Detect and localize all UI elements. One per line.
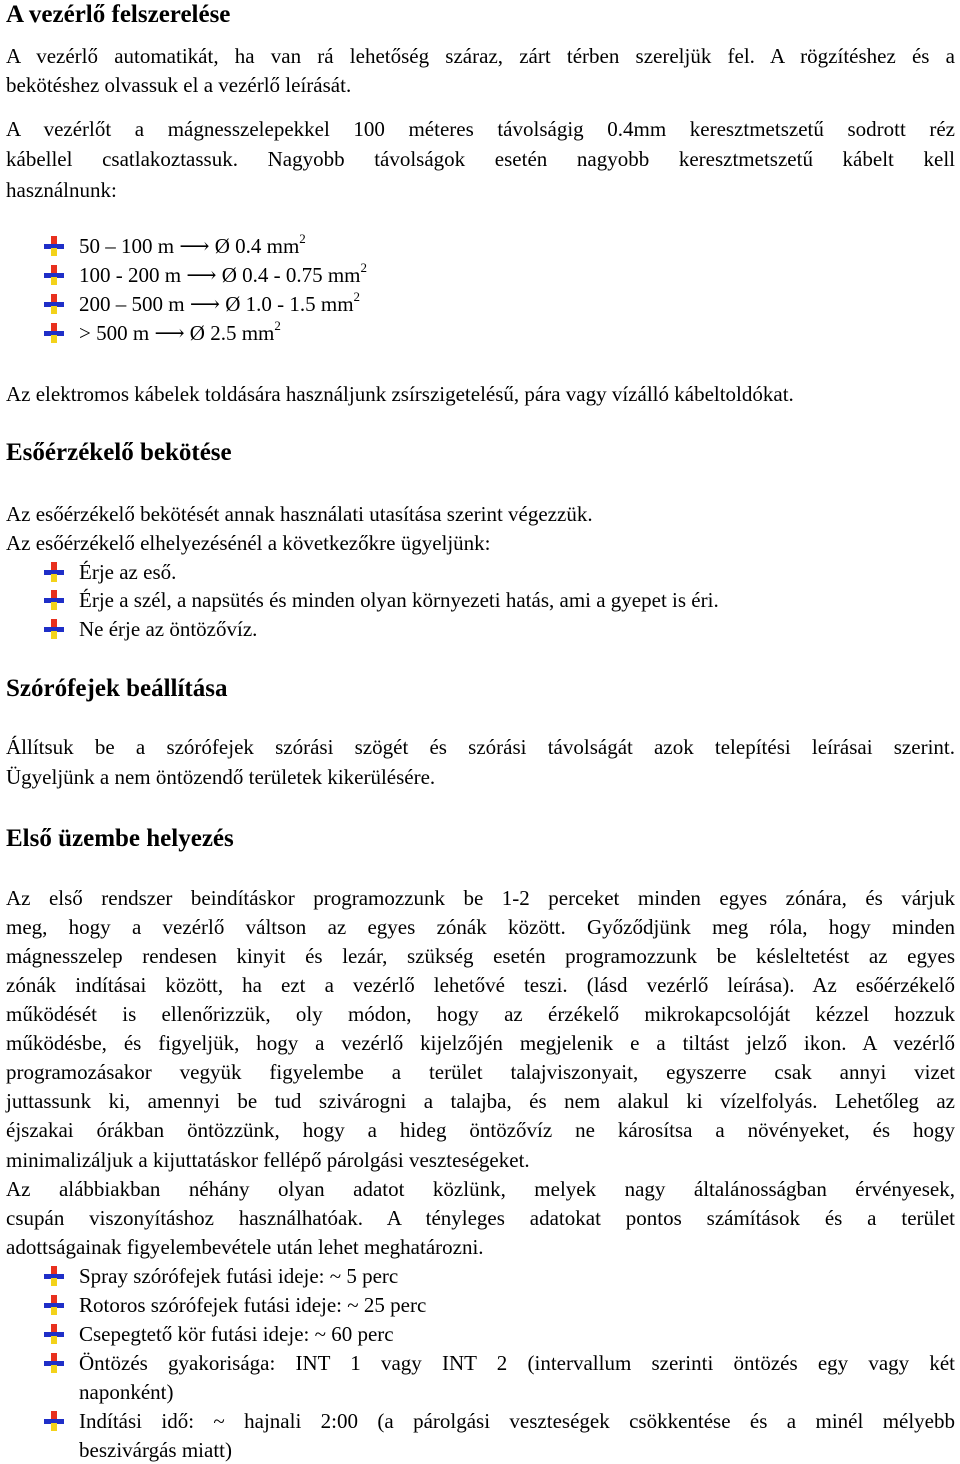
paragraph-line: programozásakor vegyük figyelembe a terület talajviszonyait, egyszerre csak annyi vizet <box>6 1060 955 1084</box>
paragraph-line: Az esőérzékelő bekötését annak használati utasítása szerint végezzük. <box>6 502 593 526</box>
diameter: Ø 0.4 mm <box>214 234 300 258</box>
paragraph-line: bekötéshez olvassuk el a vezérlő leírását. <box>6 73 352 97</box>
paragraph-line: mágnesszelep rendesen kinyit és lezár, szükség esetén programozzunk be késleltetést az egyes <box>6 944 955 968</box>
distance-range: > 500 m <box>79 321 150 345</box>
paragraph-line: éjszakai órákban öntözzünk, hogy a hideg öntözővíz ne károsítsa a növényeket, és hogy <box>6 1118 955 1142</box>
superscript: 2 <box>274 318 281 333</box>
list-item-text: Ne érje az öntözővíz. <box>79 617 258 641</box>
paragraph-line: használnunk: <box>6 178 117 202</box>
paragraph-line: minimalizáljuk a kijuttatáskor fellépő párolgási veszteségeket. <box>6 1148 530 1172</box>
paragraph-line: juttassunk ki, amennyi be tud szivárogni a talajba, és nem alakul ki vízelfolyás. Lehetőleg az <box>6 1089 955 1113</box>
bullet-icon <box>44 1295 64 1315</box>
paragraph-line: csupán viszonyításhoz használhatóak. A tényleges adatokat pontos számítások és a terület <box>6 1206 955 1230</box>
paragraph-line: Az elektromos kábelek toldására használjunk zsírszigetelésű, pára vagy vízálló kábeltoldókat. <box>6 382 794 406</box>
bullet-icon <box>44 619 64 639</box>
paragraph-line: A vezérlő automatikát, ha van rá lehetőség száraz, zárt térben szereljük fel. A rögzítéshez és a <box>6 44 955 68</box>
bullet-icon <box>44 1411 64 1431</box>
list-item-text: Érje az eső. <box>79 560 177 584</box>
distance-range: 200 – 500 m <box>79 292 185 316</box>
paragraph-line: Az alábbiakban néhány olyan adatot közlünk, melyek nagy általánosságban érvényesek, <box>6 1177 955 1201</box>
section-title-controller-install: A vezérlő felszerelése <box>6 1 231 28</box>
paragraph-line: adottságainak figyelembevétele után lehet meghatározni. <box>6 1235 484 1259</box>
section-title-sprinkler-setup: Szórófejek beállítása <box>6 675 228 702</box>
bullet-icon <box>44 323 64 343</box>
list-item-text: Indítási idő: ~ hajnali 2:00 (a párolgási veszteségek csökkentése és a minél mélyebb <box>79 1409 955 1433</box>
paragraph-line: Az esőérzékelő elhelyezésénél a következőkre ügyeljünk: <box>6 531 491 555</box>
bullet-icon <box>44 1266 64 1286</box>
paragraph-line: zónák indításai között, ha ezt a vezérlő lehetővé teszi. (lásd vezérlő leírása). Az esőérzékelő <box>6 973 955 997</box>
list-item-text: naponként) <box>79 1380 174 1404</box>
paragraph-line: Állítsuk be a szórófejek szórási szögét és szórási távolságát azok telepítési leírásai szerint. <box>6 735 955 759</box>
list-item-text: Érje a szél, a napsütés és minden olyan környezeti hatás, ami a gyepet is éri. <box>79 588 719 612</box>
diameter: Ø 0.4 - 0.75 mm <box>221 263 361 287</box>
arrow-right-icon: ⟶ <box>189 292 220 316</box>
bullet-icon <box>44 1324 64 1344</box>
superscript: 2 <box>353 289 361 304</box>
bullet-icon <box>44 1353 64 1373</box>
superscript: 2 <box>360 260 368 275</box>
list-item-text: Csepegtető kör futási ideje: ~ 60 perc <box>79 1322 394 1346</box>
bullet-icon <box>44 236 64 256</box>
bullet-icon <box>44 265 64 285</box>
arrow-right-icon: ⟶ <box>186 263 217 287</box>
paragraph-line: működését is ellenőrizzük, oly módon, hogy az érzékelő mikrokapcsolóját kézzel hozzuk <box>6 1002 955 1026</box>
paragraph-line: kábellel csatlakoztassuk. Nagyobb távolságok esetén nagyobb keresztmetszetű kábelt kell <box>6 147 955 171</box>
diameter: Ø 2.5 mm <box>189 321 275 345</box>
bullet-icon <box>44 562 64 582</box>
list-item-text: Rotoros szórófejek futási ideje: ~ 25 perc <box>79 1293 427 1317</box>
bullet-icon <box>44 590 64 610</box>
list-item-text: beszivárgás miatt) <box>79 1438 232 1462</box>
paragraph-line: Ügyeljünk a nem öntözendő területek kikerülésére. <box>6 765 436 789</box>
diameter: Ø 1.0 - 1.5 mm <box>225 292 354 316</box>
paragraph-line: A vezérlőt a mágnesszelepekkel 100 méteres távolságig 0.4mm keresztmetszetű sodrott réz <box>6 117 955 141</box>
paragraph-line: meg, hogy a vezérlő váltson az egyes zónák között. Győződjünk meg róla, hogy minden <box>6 915 955 939</box>
paragraph-line: működésbe, és figyeljük, hogy a vezérlő kijelzőjén megjelenik e a tiltást jelző ikon. A vezérlő <box>6 1031 955 1055</box>
superscript: 2 <box>299 231 306 246</box>
paragraph-line: Az első rendszer beindításkor programozzunk be 1-2 perceket minden egyes zónára, és várjuk <box>6 886 955 910</box>
arrow-right-icon: ⟶ <box>179 234 210 258</box>
distance-range: 50 – 100 m <box>79 234 175 258</box>
distance-range: 100 - 200 m <box>79 263 182 287</box>
arrow-right-icon: ⟶ <box>154 321 185 345</box>
section-title-first-start: Első üzembe helyezés <box>6 825 234 852</box>
section-title-rain-sensor: Esőérzékelő bekötése <box>6 439 232 466</box>
list-item-text: Öntözés gyakorisága: INT 1 vagy INT 2 (intervallum szerinti öntözés egy vagy két <box>79 1351 955 1375</box>
list-item-text: Spray szórófejek futási ideje: ~ 5 perc <box>79 1264 399 1288</box>
bullet-icon <box>44 294 64 314</box>
